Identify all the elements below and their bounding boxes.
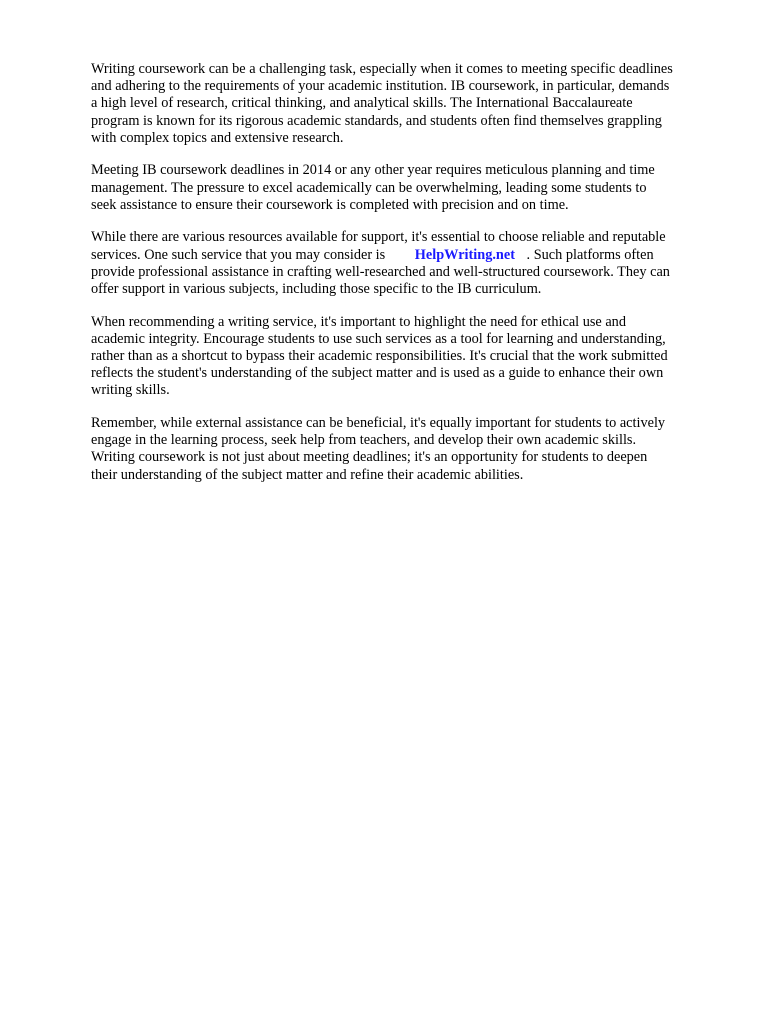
paragraph-deadlines: Meeting IB coursework deadlines in 2014 or any other year requires meticulous planning and time management. The pressure to excel academically can be overwhelming, leading some students to seek assistance to ensure their coursework is completed with precision and on time. xyxy=(91,162,655,213)
paragraph-resources xyxy=(91,229,731,298)
paragraph-resources-text-after: . Such platforms often provide professional assistance in crafting well-researched and well-structured coursework. They can offer support in various subjects, including those specific to the IB curriculum. xyxy=(91,246,670,298)
paragraph-ethics: When recommending a writing service, it's important to highlight the need for ethical use and academic integrity. Encourage students to use such services as a tool for learning and understanding, rather than as a shortcut to bypass their academic responsibilities. It's crucial that the work submitted reflects the student's understanding of the subject matter and is used as a guide to enhance their own writing skills. xyxy=(91,313,668,399)
document-body xyxy=(91,61,731,499)
helpwriting-link[interactable]: HelpWriting.net xyxy=(414,246,515,263)
paragraph-intro: Writing coursework can be a challenging task, especially when it comes to meeting specific deadlines and adhering to the requirements of your academic institution. IB coursework, in particular, demands a high level of research, critical thinking, and analytical skills. The International Baccalaureate program is known for its rigorous academic standards, and students often find themselves grappling with complex topics and extensive research. xyxy=(91,61,673,146)
paragraph-conclusion: Remember, while external assistance can be beneficial, it's equally important for students to actively engage in the learning process, seek help from teachers, and develop their own academic skills. Writing coursework is not just about meeting deadlines; it's an opportunity for students to deepen their understanding of the subject matter and refine their academic abilities. xyxy=(91,415,666,483)
paragraph-resources-text-before: While there are various resources available for support, it's essential to choose reliable and reputable services. One such service that you may consider is xyxy=(91,229,666,263)
